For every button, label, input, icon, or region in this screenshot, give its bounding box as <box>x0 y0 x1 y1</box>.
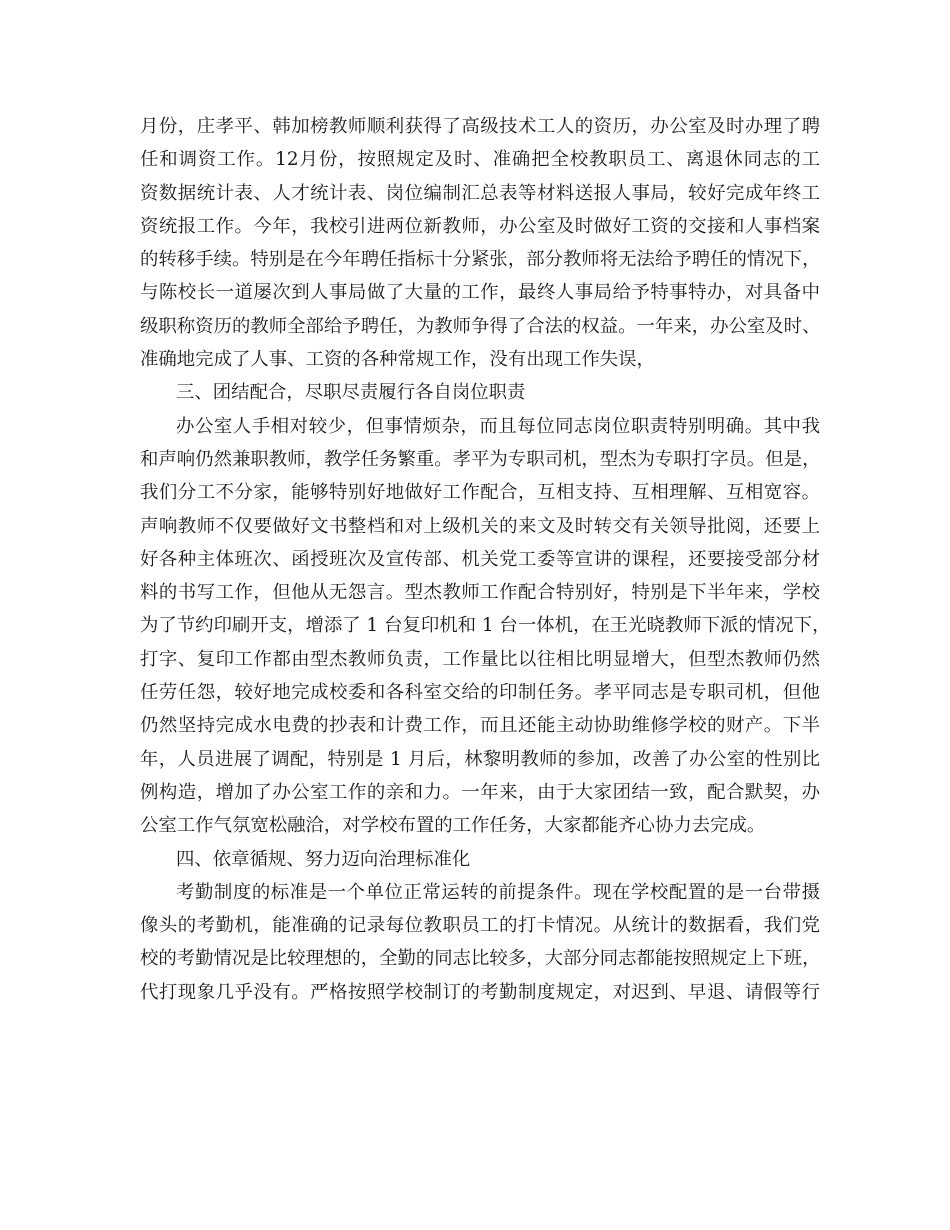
paragraph-line: 任和调资工作。12月份，按照规定及时、准确把全校教职员工、离退休同志的工 <box>140 149 820 171</box>
paragraph-line: 与陈校长一道屡次到人事局做了大量的工作，最终人事局给予特事特办，对具备中 <box>140 282 820 304</box>
paragraph-line: 好各种主体班次、函授班次及宣传部、机关党工委等宣讲的课程，还要接受部分材 <box>140 548 820 570</box>
paragraph-line: 年，人员进展了调配，特别是 1 月后，林黎明教师的参加，改善了办公室的性别比 <box>140 748 820 770</box>
paragraph-line: 我们分工不分家，能够特别好地做好工作配合，互相支持、互相理解、互相宽容。 <box>140 482 820 504</box>
document-body <box>140 110 831 1009</box>
paragraph-line: 月份，庄孝平、韩加榜教师顺利获得了高级技术工人的资历，办公室及时办理了聘 <box>140 116 820 137</box>
paragraph-last-line: 准确地完成了人事、工资的各种常规工作，没有出现工作失误， <box>140 349 655 371</box>
paragraph-line: 打字、复印工作都由型杰教师负责，工作量比以往相比明显增大，但型杰教师仍然 <box>140 648 820 670</box>
paragraph-line: 像头的考勤机，能准确的记录每位教职员工的打卡情况。从统计的数据看，我们党 <box>140 915 820 937</box>
paragraph-line: 级职称资历的教师全部给予聘任，为教师争得了合法的权益。一年来，办公室及时、 <box>140 315 821 337</box>
paragraph-line: 资统报工作。今年，我校引进两位新教师，办公室及时做好工资的交接和人事档案 <box>140 215 820 237</box>
paragraph-line: 任劳任怨，较好地完成校委和各科室交给的印制任务。孝平同志是专职司机，但他 <box>140 682 820 704</box>
paragraph-line: 和声响仍然兼职教师，教学任务繁重。孝平为专职司机，型杰为专职打字员。但是， <box>140 448 821 470</box>
paragraph-line: 代打现象几乎没有。严格按照学校制订的考勤制度规定，对迟到、早退、请假等行 <box>140 981 820 1003</box>
paragraph-line: 为了节约印刷开支，增添了 1 台复印机和 1 台一体机，在王光晓教师下派的情况下， <box>140 615 831 637</box>
paragraph-first-line: 考勤制度的标准是一个单位正常运转的前提条件。现在学校配置的是一台带摄 <box>176 881 820 903</box>
section-heading: 三、团结配合，尽职尽责履行各自岗位职责 <box>176 382 526 404</box>
paragraph-last-line: 公室工作气氛宽松融洽，对学校布置的工作任务，大家都能齐心协力去完成。 <box>140 815 766 837</box>
paragraph-line: 声响教师不仅要做好文书整档和对上级机关的来文及时转交有关领导批阅，还要上 <box>140 515 820 537</box>
paragraph-line: 的转移手续。特别是在今年聘任指标十分紧张，部分教师将无法给予聘任的情况下， <box>140 249 821 271</box>
paragraph-line: 仍然坚持完成水电费的抄表和计费工作，而且还能主动协助维修学校的财产。下半 <box>140 715 820 737</box>
paragraph-line: 料的书写工作，但他从无怨言。型杰教师工作配合特别好，特别是下半年来，学校 <box>140 582 820 604</box>
paragraph-line: 资数据统计表、人才统计表、岗位编制汇总表等材料送报人事局，较好完成年终工 <box>140 182 820 204</box>
paragraph-line: 例构造，增加了办公室工作的亲和力。一年来，由于大家团结一致，配合默契，办 <box>140 781 820 803</box>
paragraph-line: 校的考勤情况是比较理想的，全勤的同志比较多，大部分同志都能按照规定上下班， <box>140 948 821 970</box>
paragraph-first-line: 办公室人手相对较少，但事情烦杂，而且每位同志岗位职责特别明确。其中我 <box>176 415 820 437</box>
section-heading: 四、依章循规、努力迈向治理标准化 <box>176 848 471 870</box>
